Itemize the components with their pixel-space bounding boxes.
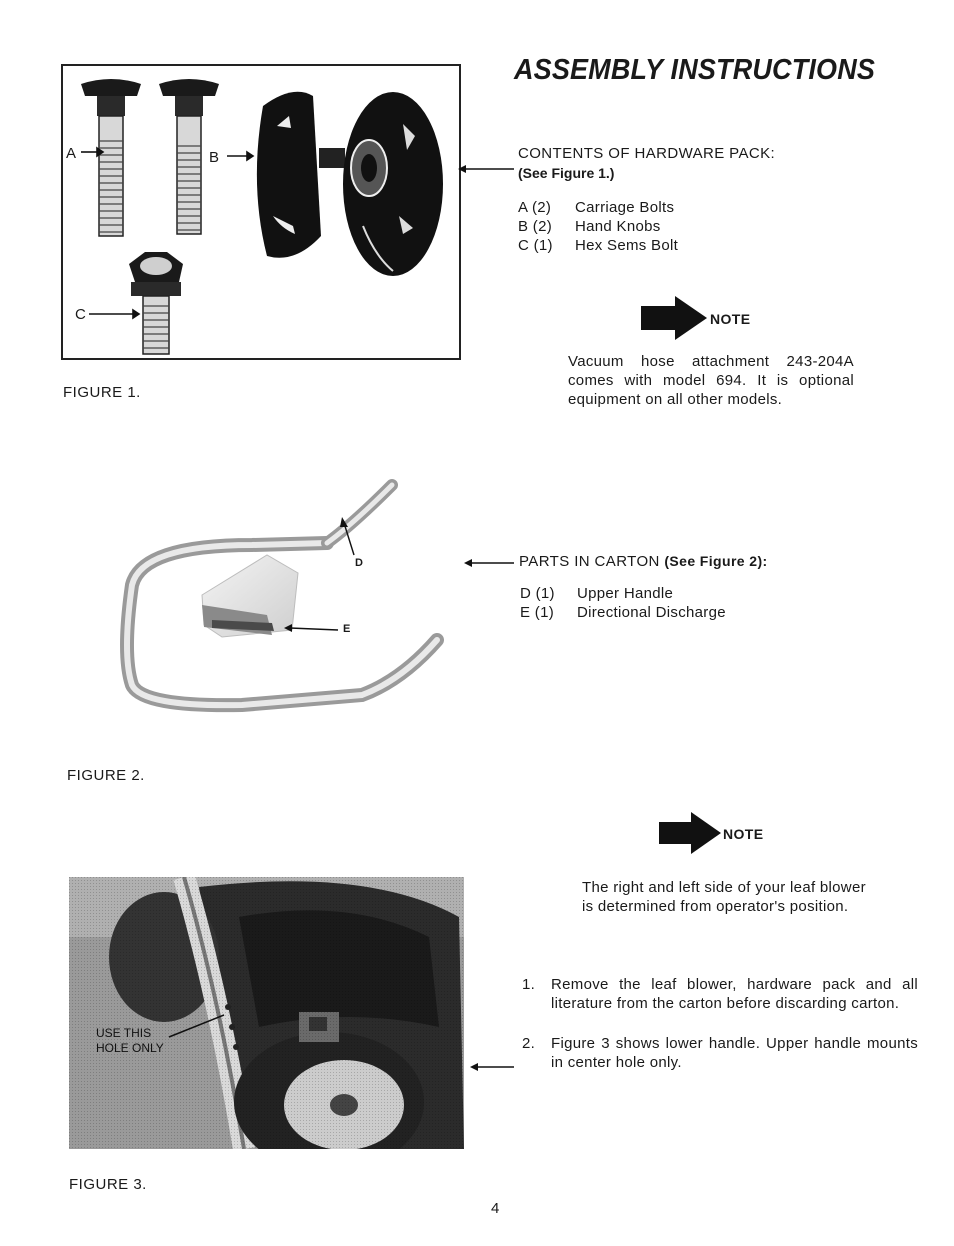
hardware-subheading: (See Figure 1.) [518,165,615,181]
note-arrow-icon [641,296,707,340]
carton-list [520,584,726,622]
page-title: ASSEMBLY INSTRUCTIONS [514,54,876,86]
steps-list [522,975,918,1072]
hardware-list [518,198,678,255]
leaf-blower-photo [69,877,464,1149]
list-item [518,217,678,236]
figure-1-box [61,64,461,360]
pointer-arrow-1 [458,163,514,175]
list-item [520,584,726,603]
carton-heading: PARTS IN CARTON [519,553,660,570]
step-number: 1. [522,976,536,993]
pointer-arrow-2 [464,557,514,569]
step-number: 2. [522,1035,536,1052]
note-arrow-icon [659,812,721,854]
label-d: D [355,557,363,569]
list-item [518,236,678,255]
item-name: Hand Knobs [575,218,661,235]
hand-knob-front-icon [343,92,443,276]
note-2-label: NOTE [723,826,764,842]
hardware-illustration [63,66,459,358]
label-e: E [343,623,351,635]
list-item [522,975,918,1013]
item-code: D (1) [520,585,555,602]
carton-heading-ref: (See Figure 2): [664,553,768,569]
figure-1-caption: FIGURE 1. [63,384,141,401]
item-name: Directional Discharge [577,604,726,621]
figure-2-caption: FIGURE 2. [67,767,145,784]
item-name: Upper Handle [577,585,674,602]
item-code: A (2) [518,199,552,216]
carriage-bolt-a-icon [81,79,141,236]
hex-sems-bolt-c-icon [129,252,183,354]
callout-line-1: USE THIS [96,1026,152,1040]
note-1-label: NOTE [710,311,751,327]
figure-3-caption: FIGURE 3. [69,1176,147,1193]
list-item [518,198,678,217]
hardware-heading: CONTENTS OF HARDWARE PACK: [518,145,776,162]
pointer-arrow-3 [470,1061,514,1073]
item-code: E (1) [520,604,555,621]
step-text: Remove the leaf blower, hardware pack and all literature from the carton before discarding carton. [551,976,918,1012]
item-code: C (1) [518,237,553,254]
item-code: B (2) [518,218,553,235]
hand-knob-side-icon [257,92,345,258]
item-name: Carriage Bolts [575,199,675,216]
label-b: B [209,149,220,166]
item-name: Hex Sems Bolt [575,237,679,254]
note-2-text: The right and left side of your leaf blower is determined from operator's position. [582,879,866,915]
figure-2-illustration [62,455,462,745]
step-text: Figure 3 shows lower handle. Upper handle mounts in center hole only. [551,1035,918,1071]
list-item [522,1034,918,1072]
note-1-text: Vacuum hose attachment 243-204A comes with model 694. It is optional equipment on all other models. [568,353,854,408]
figure-3-photo [69,877,464,1149]
callout-line-2: HOLE ONLY [96,1041,164,1055]
carton-heading-line [519,553,768,570]
label-c: C [75,306,86,323]
label-a: A [66,145,77,162]
list-item [520,603,726,622]
page-number: 4 [491,1200,500,1217]
